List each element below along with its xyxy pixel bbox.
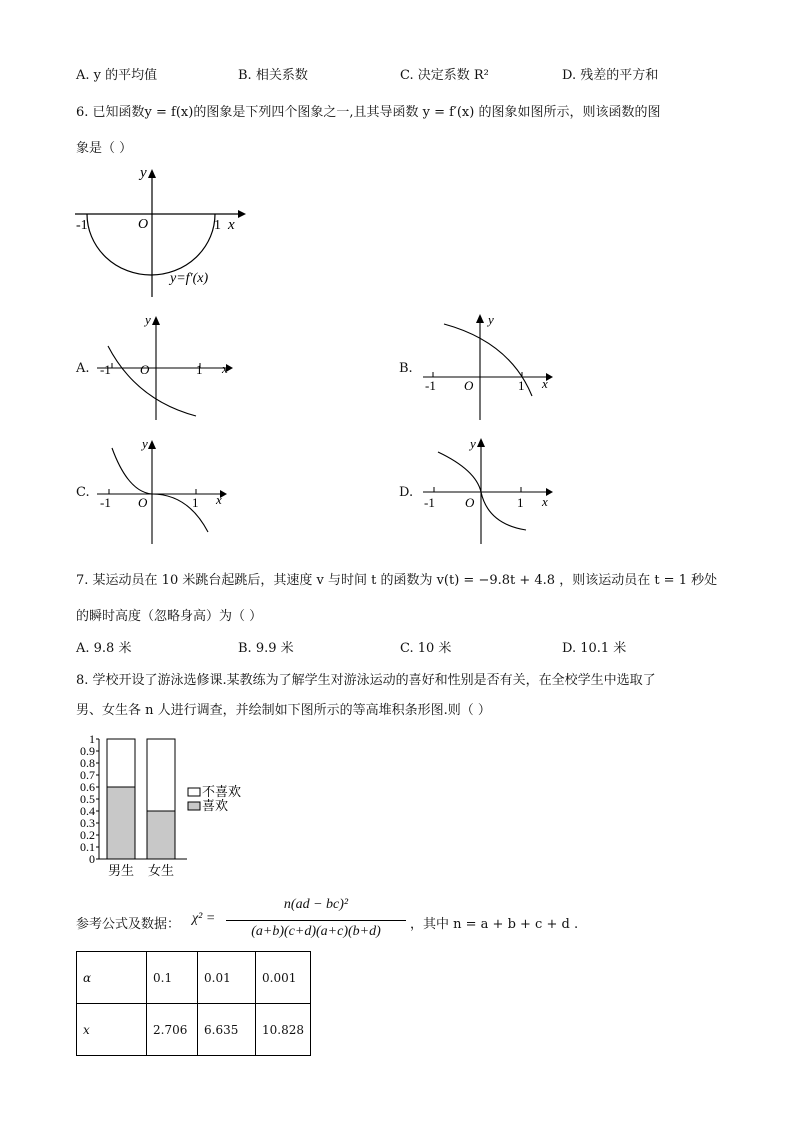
- table-row: [77, 1004, 311, 1056]
- x-axis-label: x: [216, 492, 222, 507]
- formula-prefix: 参考公式及数据：: [76, 917, 181, 932]
- origin-label: O: [140, 362, 150, 377]
- category-label: 男生: [107, 863, 135, 878]
- q6-stem-line1: 6. 已知函数y = f(x)的图象是下列四个图象之一,且其导函数 y = f′(x) 的图象如图所示，则该函数的图: [76, 105, 661, 120]
- critical-value-table: [76, 951, 311, 1056]
- option-d-graph: [418, 434, 563, 546]
- tick-minus-one: -1: [424, 495, 435, 510]
- y-axis-label: y: [470, 436, 476, 451]
- y-axis-label: y: [140, 165, 147, 181]
- q7-stem-line2: 的瞬时高度（忽略身高）为（ ）: [76, 609, 263, 624]
- option-c-graph: [92, 434, 242, 546]
- y-tick-label: 0.4: [80, 804, 95, 818]
- origin-label: O: [138, 495, 148, 510]
- bar-segment: [107, 739, 135, 787]
- y-tick-label: 0.5: [80, 792, 95, 806]
- q6-option-a-label: A.: [76, 361, 90, 376]
- table-cell: 2.706: [147, 1004, 198, 1056]
- q7-option-a: A. 9.8 米: [76, 641, 132, 656]
- y-tick-label: 1: [89, 732, 95, 746]
- table-cell: 0.01: [198, 952, 256, 1004]
- tick-minus-one: -1: [100, 362, 111, 377]
- bar-segment: [147, 811, 175, 859]
- y-tick-label: 0.2: [80, 828, 95, 842]
- x-axis-label: x: [542, 376, 548, 391]
- category-label: 女生: [147, 863, 175, 878]
- formula-denominator: (a+b)(c+d)(a+c)(b+d): [251, 924, 381, 939]
- table-cell: 6.635: [198, 1004, 256, 1056]
- legend-swatch: [188, 788, 200, 796]
- tick-one: 1: [192, 495, 199, 510]
- x-axis-label: x: [222, 361, 228, 376]
- option-a-graph: [92, 310, 242, 422]
- table-cell: 0.001: [256, 952, 311, 1004]
- q5-option-c: C. 决定系数 R²: [400, 68, 489, 83]
- q5-option-d: D. 残差的平方和: [562, 68, 659, 83]
- q8-stem-line1: 8. 学校开设了游泳选修课.某教练为了解学生对游泳运动的喜好和性别是否有关，在全校学生中选取了: [76, 673, 656, 688]
- table-row: [77, 952, 311, 1004]
- q7-option-d: D. 10.1 米: [562, 641, 627, 656]
- formula-suffix: ，其中 n = a + b + c + d .: [410, 917, 579, 932]
- y-tick-label: 0.3: [80, 816, 95, 830]
- formula-numerator: n(ad − bc)²: [283, 897, 349, 912]
- tick-one: 1: [214, 218, 221, 233]
- q7-option-b: B. 9.9 米: [238, 641, 294, 656]
- y-axis-label: y: [142, 436, 148, 451]
- formula-lhs: χ² =: [192, 911, 216, 926]
- table-row-header: α: [77, 952, 147, 1004]
- x-axis-label: x: [228, 217, 235, 233]
- q6-option-c-label: C.: [76, 485, 90, 500]
- y-axis-label: y: [145, 312, 151, 327]
- origin-label: O: [464, 378, 474, 393]
- q8-stem-line2: 男、女生各 n 人进行调查，并绘制如下图所示的等高堆积条形图.则（ ）: [76, 703, 491, 718]
- tick-minus-one: -1: [76, 218, 88, 233]
- q5-option-b: B. 相关系数: [238, 68, 308, 83]
- legend-label: 不喜欢: [202, 784, 242, 799]
- tick-one: 1: [518, 378, 525, 393]
- q5-option-a: A. y 的平均值: [76, 68, 158, 83]
- tick-one: 1: [196, 362, 203, 377]
- derivative-graph: [70, 165, 250, 300]
- legend-swatch: [188, 802, 200, 810]
- q7-stem-line1: 7. 某运动员在 10 米跳台起跳后，其速度 v 与时间 t 的函数为 v(t) = −9.8t + 4.8 ，则该运动员在 t = 1 秒处: [76, 573, 718, 588]
- y-tick-label: 0.7: [80, 768, 95, 782]
- y-tick-label: 0.1: [80, 840, 95, 854]
- origin-label: O: [465, 495, 475, 510]
- x-axis-label: x: [542, 494, 548, 509]
- origin-label: O: [138, 217, 149, 232]
- tick-minus-one: -1: [425, 378, 436, 393]
- bar-segment: [107, 787, 135, 859]
- y-axis-label: y: [488, 312, 494, 327]
- stacked-bar-chart: [72, 732, 262, 884]
- y-tick-label: 0.9: [80, 744, 95, 758]
- y-tick-label: 0.6: [80, 780, 95, 794]
- legend-label: 喜欢: [202, 798, 229, 813]
- fraction-bar: [226, 920, 406, 921]
- q7-option-c: C. 10 米: [400, 641, 452, 656]
- bar-segment: [147, 739, 175, 811]
- curve-label: y=f′(x): [170, 271, 209, 286]
- tick-one: 1: [517, 495, 524, 510]
- table-cell: 10.828: [256, 1004, 311, 1056]
- q6-option-b-label: B.: [399, 361, 413, 376]
- tick-minus-one: -1: [100, 495, 111, 510]
- y-tick-label: 0: [89, 852, 95, 866]
- q6-stem-line2: 象是（ ）: [76, 141, 133, 156]
- table-row-header: x: [77, 1004, 147, 1056]
- q6-option-d-label: D.: [399, 485, 414, 500]
- option-b-graph: [418, 310, 563, 422]
- y-tick-label: 0.8: [80, 756, 95, 770]
- table-cell: 0.1: [147, 952, 198, 1004]
